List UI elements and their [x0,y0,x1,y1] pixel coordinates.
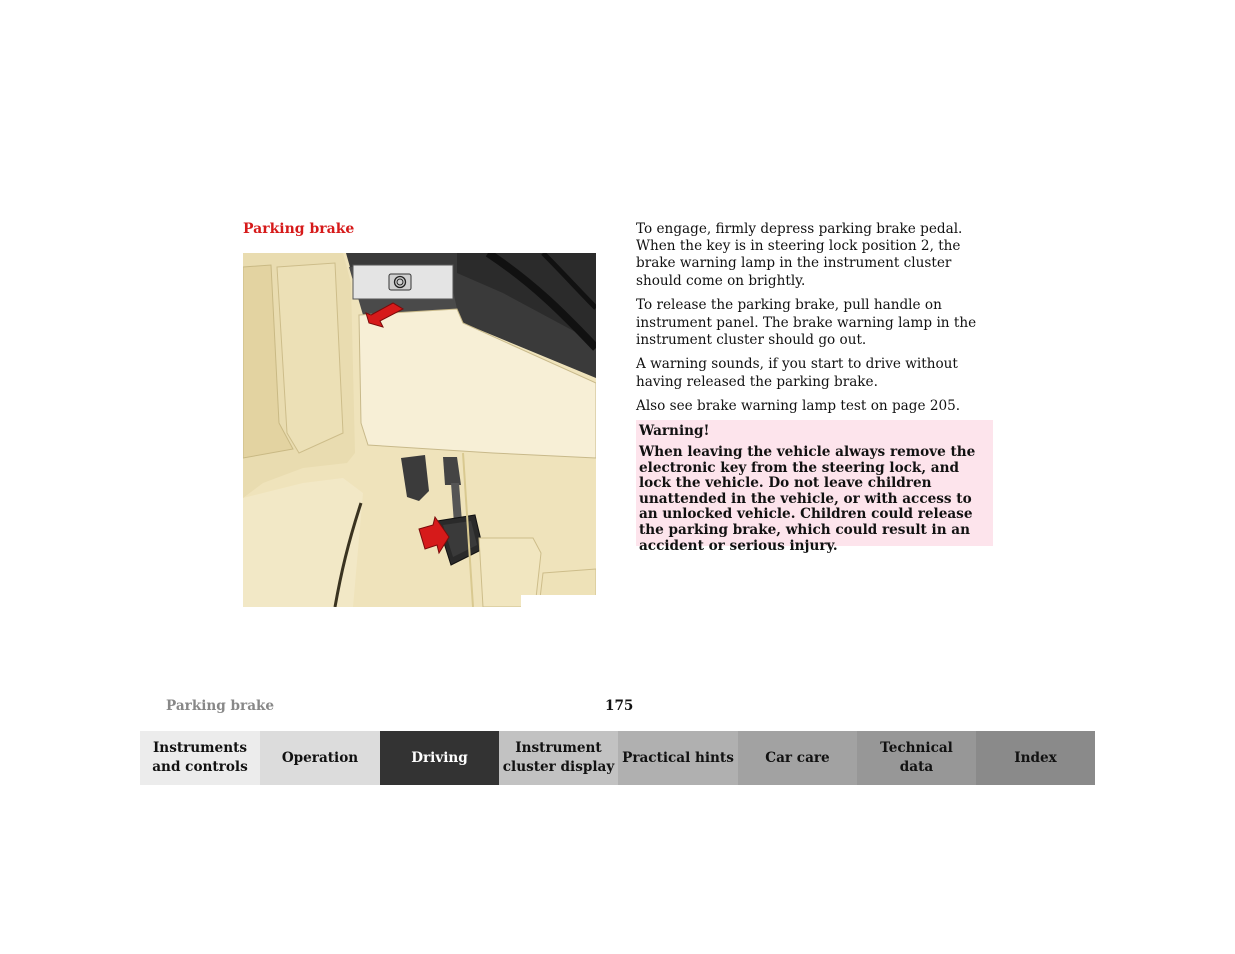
nav-tab-instruments-and-controls[interactable]: Instruments and controls [140,731,260,785]
footer-section-name: Parking brake [166,698,275,714]
nav-tab-instrument-cluster-display[interactable]: Instrument cluster display [499,731,618,785]
warning-title: Warning! [639,423,710,439]
body-paragraph: Also see brake warning lamp test on page 205. [636,398,961,415]
nav-tab-practical-hints[interactable]: Practical hints [618,731,738,785]
nav-tab-technical-data[interactable]: Technical data [857,731,976,785]
parking-brake-illustration [243,253,596,607]
warning-text: When leaving the vehicle always remove the electronic key from the steering lock, and lock the vehicle. Do not leave children unattended in the vehicle, or with access to an unlocked vehicle. Children could release the parking brake, which could result in an accident or serious injury. [639,444,976,554]
nav-tab-operation[interactable]: Operation [260,731,380,785]
warning-box [636,420,993,554]
nav-tab-index[interactable]: Index [976,731,1095,785]
chapter-nav-bar [140,731,1095,785]
section-title: Parking brake [243,221,355,237]
body-paragraph: A warning sounds, if you start to drive without having released the parking brake. [636,356,958,390]
body-text [636,221,996,423]
parking-brake-icon [389,274,411,290]
body-paragraph: To engage, firmly depress parking brake pedal. When the key is in steering lock position 2, the brake warning lamp in the instrument cluster should come on brightly. [636,221,963,289]
body-paragraph: To release the parking brake, pull handle on instrument panel. The brake warning lamp in the instrument cluster should go out. [636,297,977,348]
page-number: 175 [605,698,634,714]
nav-tab-car-care[interactable]: Car care [738,731,857,785]
nav-tab-driving[interactable]: Driving [380,731,499,785]
